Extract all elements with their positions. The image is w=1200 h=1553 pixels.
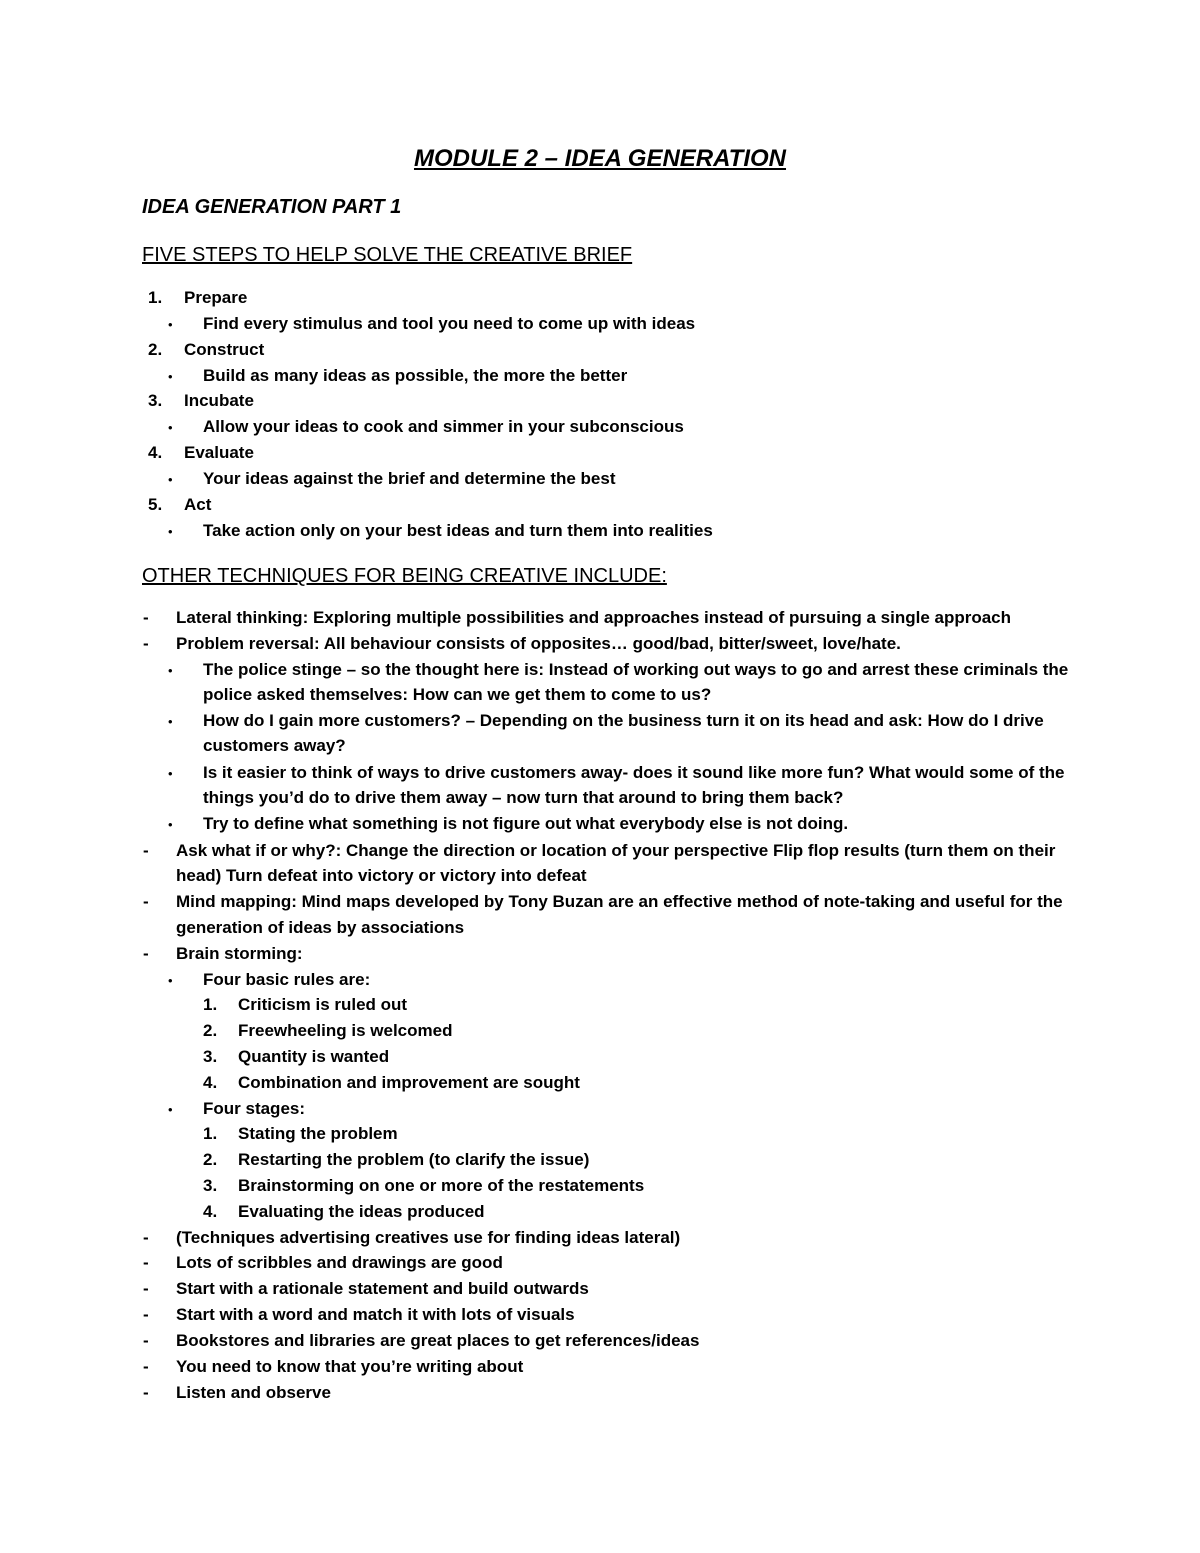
- technique-reversal: Problem reversal: All behaviour consists of opposites… good/bad, bitter/sweet, love/hate.: [176, 634, 901, 653]
- rule-text: Freewheeling is welcomed: [238, 1021, 453, 1040]
- extra-item: (Techniques advertising creatives use for finding ideas lateral): [176, 1228, 681, 1247]
- bullet-icon: •: [168, 1102, 173, 1117]
- reversal-point-line: Try to define what something is not figure out what everybody else is not doing.: [203, 814, 849, 833]
- stage-number: 1.: [203, 1124, 218, 1143]
- part-heading: IDEA GENERATION PART 1: [142, 196, 402, 218]
- extra-item: Start with a rationale statement and build outwards: [176, 1279, 589, 1298]
- step-number: 2.: [148, 340, 163, 359]
- reversal-point-line: Is it easier to think of ways to drive customers away- does it sound like more fun? What would some of the: [203, 763, 1065, 782]
- reversal-point-line: customers away?: [203, 736, 346, 755]
- step-number: 4.: [148, 443, 163, 462]
- steps-heading: FIVE STEPS TO HELP SOLVE THE CREATIVE BRIEF: [142, 244, 633, 266]
- step-label: Act: [184, 495, 212, 514]
- stage-number: 4.: [203, 1202, 218, 1221]
- extra-item: Listen and observe: [176, 1383, 331, 1402]
- reversal-point-line: The police stinge – so the thought here is: Instead of working out ways to go and arrest these criminals the: [203, 660, 1069, 679]
- stage-number: 3.: [203, 1176, 218, 1195]
- step-label: Evaluate: [184, 443, 254, 462]
- dash-marker: -: [143, 634, 149, 653]
- technique-whatif-line: Ask what if or why?: Change the direction or location of your perspective Flip flop results (turn them on their: [176, 841, 1056, 860]
- dash-marker: -: [143, 944, 149, 963]
- rule-text: Quantity is wanted: [238, 1047, 390, 1066]
- dash-marker: -: [143, 1331, 149, 1350]
- stage-text: Evaluating the ideas produced: [238, 1202, 485, 1221]
- stage-text: Restarting the problem (to clarify the issue): [238, 1150, 590, 1169]
- technique-whatif-line: head) Turn defeat into victory or victory into defeat: [176, 866, 587, 885]
- extra-item: Start with a word and match it with lots of visuals: [176, 1305, 575, 1324]
- dash-marker: -: [143, 841, 149, 860]
- dash-marker: -: [143, 892, 149, 911]
- dash-marker: -: [143, 1305, 149, 1324]
- rule-text: Criticism is ruled out: [238, 995, 408, 1014]
- technique-lateral: Lateral thinking: Exploring multiple possibilities and approaches instead of pursuing a single approach: [176, 608, 1012, 627]
- dash-marker: -: [143, 1228, 149, 1247]
- technique-brainstorm: Brain storming:: [176, 944, 303, 963]
- bullet-icon: •: [168, 973, 173, 988]
- step-detail: Build as many ideas as possible, the more the better: [203, 366, 628, 385]
- bullet-icon: •: [168, 663, 173, 678]
- extra-item: Bookstores and libraries are great places to get references/ideas: [176, 1331, 700, 1350]
- step-detail: Allow your ideas to cook and simmer in your subconscious: [203, 417, 684, 436]
- dash-marker: -: [143, 1357, 149, 1376]
- step-label: Incubate: [184, 391, 254, 410]
- bullet-icon: •: [168, 472, 173, 487]
- dash-marker: -: [143, 1253, 149, 1272]
- bullet-icon: •: [168, 317, 173, 332]
- rule-number: 3.: [203, 1047, 218, 1066]
- step-detail: Take action only on your best ideas and turn them into realities: [203, 521, 713, 540]
- bullet-icon: •: [168, 817, 173, 832]
- reversal-point-line: things you’d do to drive them away – now turn that around to bring them back?: [203, 788, 844, 807]
- stage-number: 2.: [203, 1150, 218, 1169]
- stage-text: Brainstorming on one or more of the restatements: [238, 1176, 645, 1195]
- techniques-heading: OTHER TECHNIQUES FOR BEING CREATIVE INCLUDE:: [142, 565, 667, 587]
- extra-item: You need to know that you’re writing about: [176, 1357, 524, 1376]
- bullet-icon: •: [168, 766, 173, 781]
- bullet-icon: •: [168, 369, 173, 384]
- technique-mindmap-line: Mind mapping: Mind maps developed by Tony Buzan are an effective method of note-taking and useful for the: [176, 892, 1063, 911]
- rule-number: 2.: [203, 1021, 218, 1040]
- reversal-point-line: police asked themselves: How can we get them to come to us?: [203, 685, 712, 704]
- bullet-icon: •: [168, 714, 173, 729]
- step-label: Construct: [184, 340, 265, 359]
- rule-text: Combination and improvement are sought: [238, 1073, 580, 1092]
- step-number: 5.: [148, 495, 163, 514]
- rule-number: 1.: [203, 995, 218, 1014]
- step-detail: Find every stimulus and tool you need to come up with ideas: [203, 314, 696, 333]
- technique-mindmap-line: generation of ideas by associations: [176, 918, 465, 937]
- step-number: 3.: [148, 391, 163, 410]
- stages-label: Four stages:: [203, 1099, 306, 1118]
- extra-item: Lots of scribbles and drawings are good: [176, 1253, 503, 1272]
- step-label: Prepare: [184, 288, 248, 307]
- rule-number: 4.: [203, 1073, 218, 1092]
- dash-marker: -: [143, 608, 149, 627]
- stage-text: Stating the problem: [238, 1124, 398, 1143]
- bullet-icon: •: [168, 524, 173, 539]
- step-number: 1.: [148, 288, 163, 307]
- rules-label: Four basic rules are:: [203, 970, 371, 989]
- step-detail: Your ideas against the brief and determine the best: [203, 469, 616, 488]
- dash-marker: -: [143, 1279, 149, 1298]
- page-title: MODULE 2 – IDEA GENERATION: [413, 145, 787, 172]
- reversal-point-line: How do I gain more customers? – Depending on the business turn it on its head and ask: How do I drive: [203, 711, 1044, 730]
- dash-marker: -: [143, 1383, 149, 1402]
- bullet-icon: •: [168, 420, 173, 435]
